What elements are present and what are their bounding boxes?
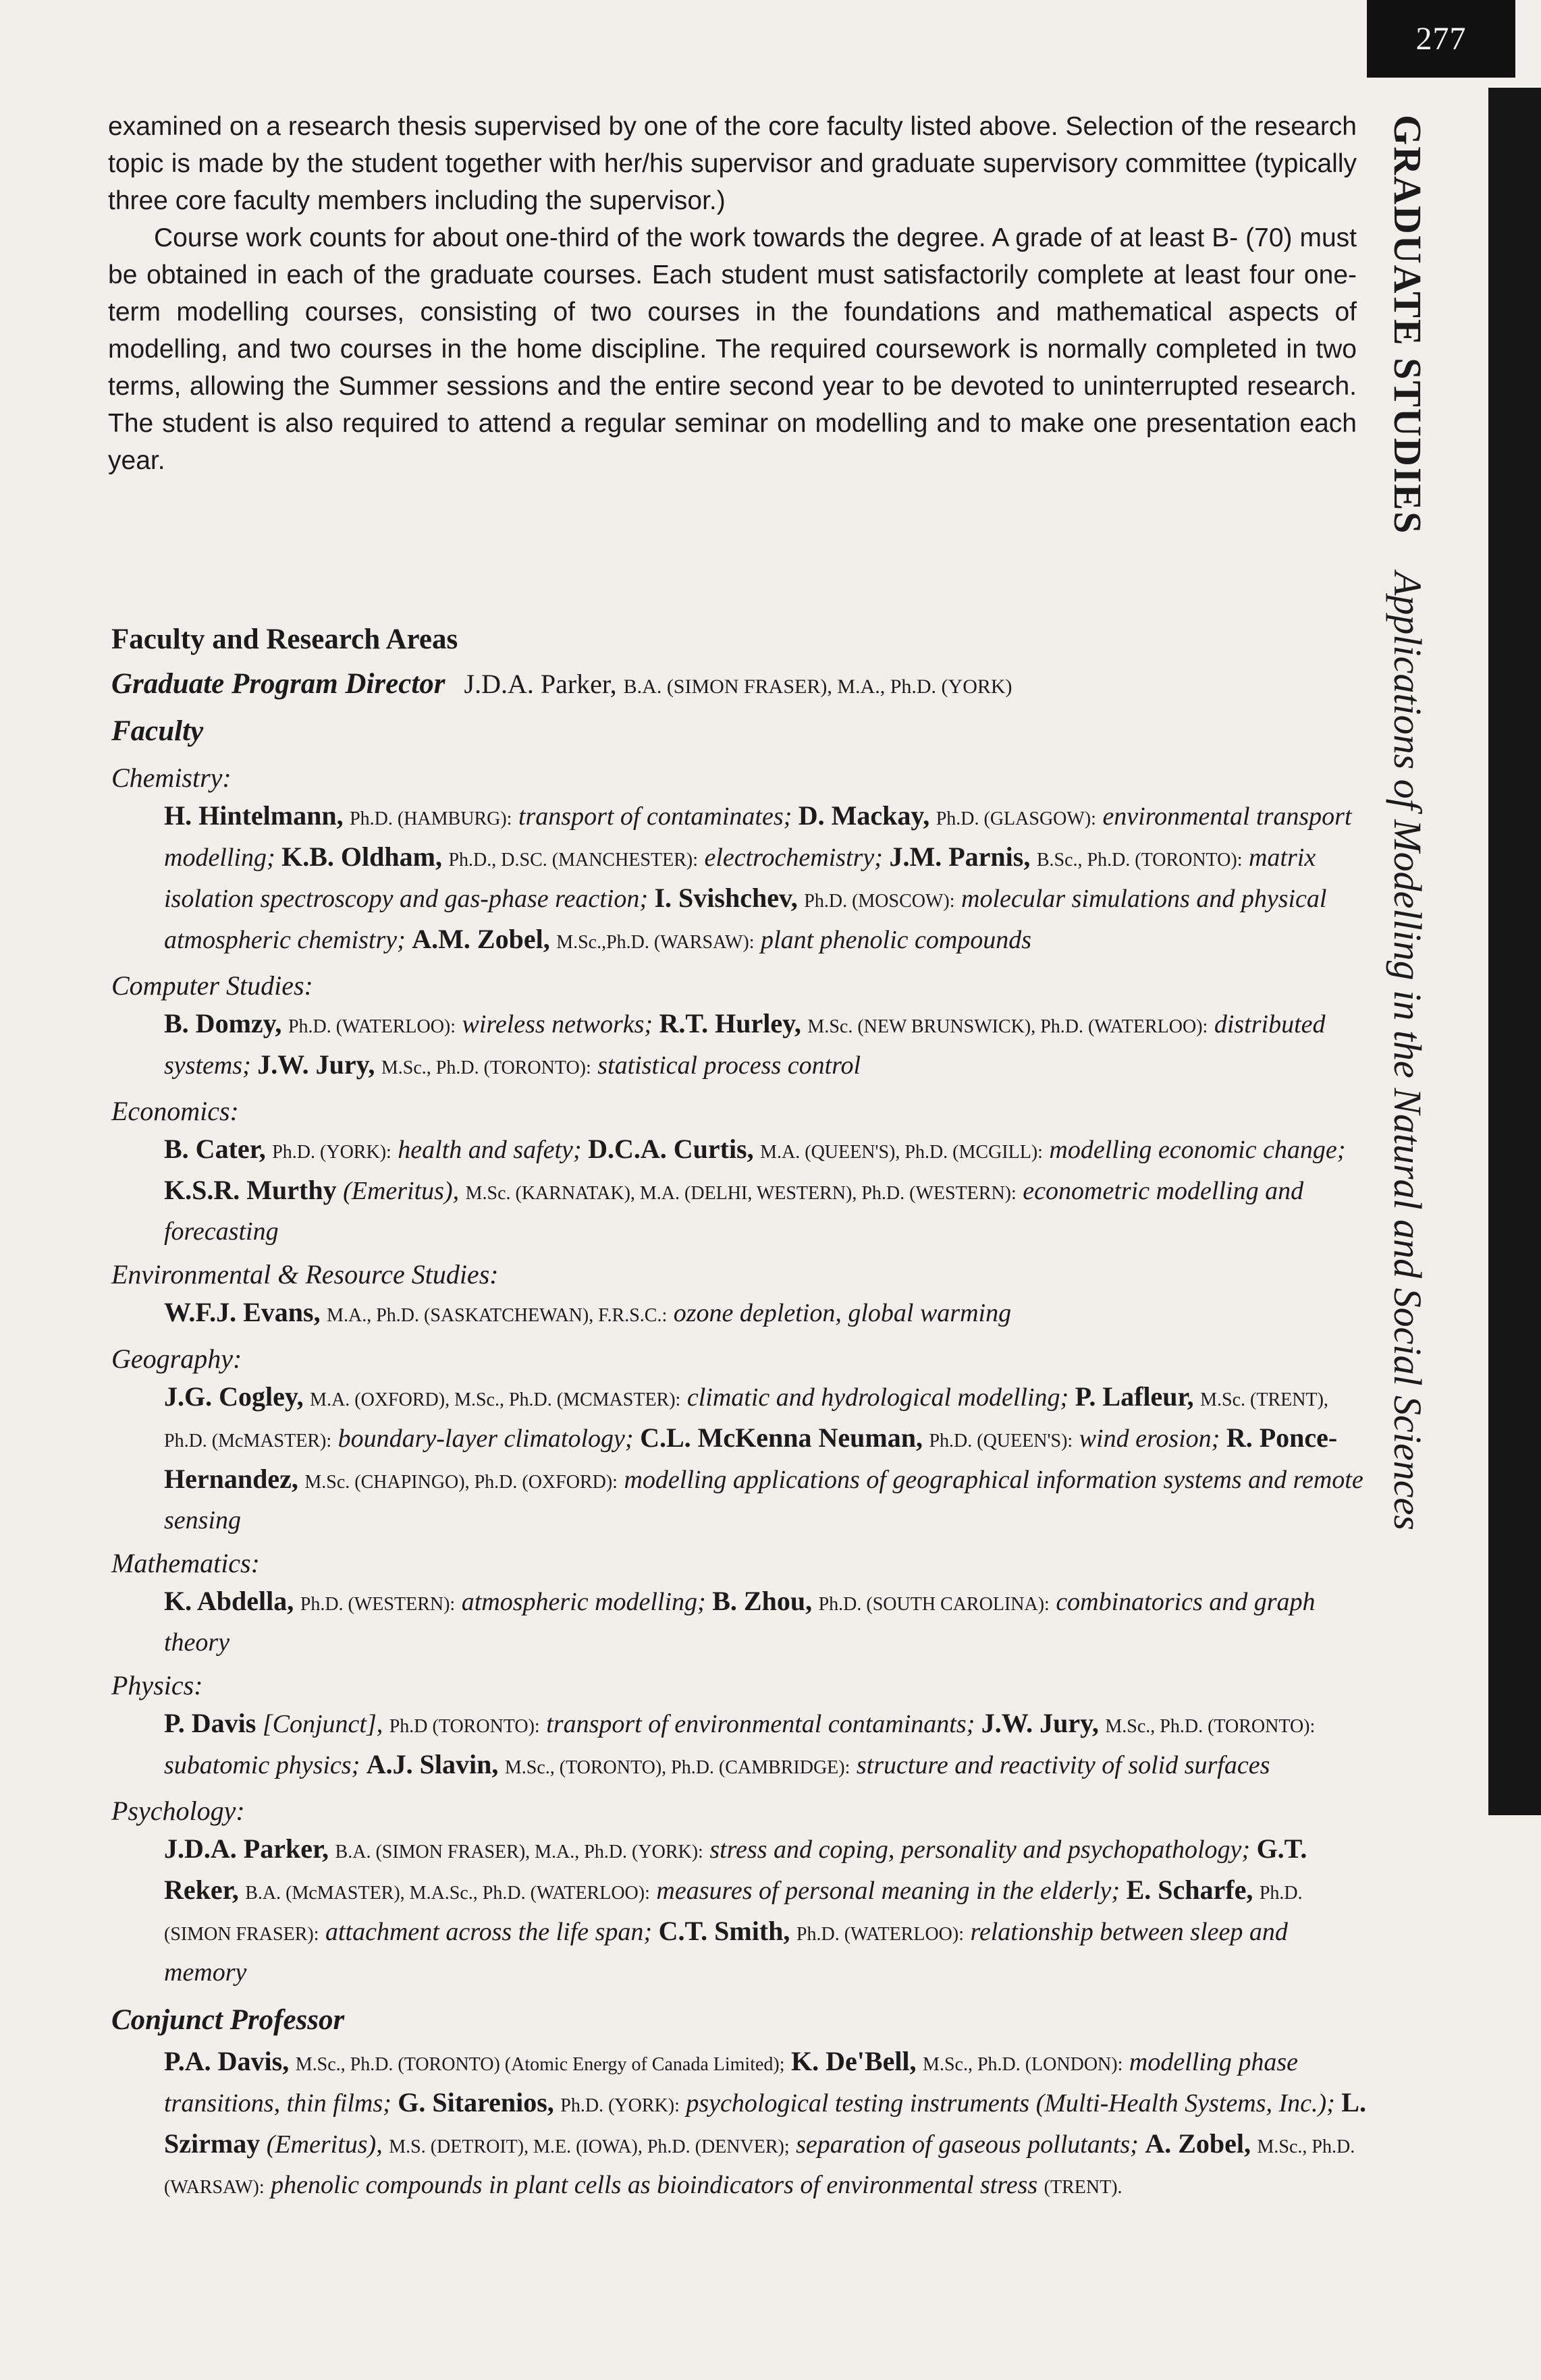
research-area: transport of environmental contaminants; xyxy=(546,1710,975,1738)
faculty-entry xyxy=(588,1136,1345,1164)
department-entries xyxy=(111,1705,1367,1787)
director-label: Graduate Program Director xyxy=(111,668,445,700)
faculty-name: H. Hintelmann, xyxy=(164,800,344,831)
intro-paragraph-1: examined on a research thesis supervised by one of the core faculty listed above. Selection of the research topic is made by the student together with her/his supervisor and graduate supervisory committee (typically three core faculty members including the supervisor.) xyxy=(108,112,1357,215)
intro-paragraph-2: Course work counts for about one-third of the work towards the degree. A grade of at least B- (70) must be obtained in each of the graduate courses. Each student must satisfactorily complete at least four one-term modelling courses, consisting of two courses in the foundations and mathematical aspects of modelling, and two courses in the home discipline. The required coursework is normally completed in two terms, allowing the Summer sessions and the entire second year to be devoted to uninterrupted research. The student is also required to attend a regular seminar on modelling and to make one presentation each year. xyxy=(108,223,1357,475)
faculty-credentials: Ph.D. (WATERLOO): xyxy=(796,1924,964,1945)
department-name: Computer Studies: xyxy=(111,970,313,1001)
department-block xyxy=(111,1340,1367,1539)
faculty-credentials: M.Sc. (KARNATAK), M.A. (DELHI, WESTERN), Ph.D. (WESTERN): xyxy=(465,1183,1017,1204)
faculty-name: J.G. Cogley, xyxy=(164,1381,304,1412)
faculty-credentials: M.A. (OXFORD), M.Sc., Ph.D. (MCMASTER): xyxy=(310,1389,681,1410)
research-area: modelling applications of geographical information systems and remote sensing xyxy=(164,1466,1363,1534)
research-area: wind erosion; xyxy=(1079,1424,1220,1453)
running-head-program: Applications of Modelling in the Natural and Social Sciences xyxy=(1386,571,1430,1530)
department-entries xyxy=(111,1130,1367,1250)
faculty-entry xyxy=(164,1383,1069,1412)
faculty-credentials: M.Sc. (NEW BRUNSWICK), Ph.D. (WATERLOO): xyxy=(807,1016,1208,1037)
director-credentials: B.A. (SIMON FRASER), M.A., Ph.D. (YORK) xyxy=(623,675,1012,698)
section-sidebar-bar xyxy=(1488,88,1541,1815)
research-area: measures of personal meaning in the elderly; xyxy=(656,1877,1120,1905)
department-block xyxy=(111,1545,1367,1661)
faculty-name: R. Ponce-Hernandez, xyxy=(164,1422,1338,1494)
department-name: Mathematics: xyxy=(111,1548,260,1578)
faculty-credentials: Ph.D (TORONTO): xyxy=(389,1716,540,1737)
department-entries xyxy=(111,797,1367,962)
faculty-credentials: Ph.D. (YORK): xyxy=(272,1142,391,1163)
faculty-heading: Faculty xyxy=(111,715,204,747)
department-entries xyxy=(111,1005,1367,1087)
faculty-status: [Conjunct], xyxy=(262,1710,383,1738)
faculty-credentials: Ph.D. (SOUTH CAROLINA): xyxy=(818,1594,1050,1615)
faculty-status: (Emeritus), xyxy=(266,2130,383,2159)
faculty-name: J.M. Parnis, xyxy=(889,841,1031,872)
program-director xyxy=(111,662,1367,709)
faculty-entry xyxy=(412,926,1031,954)
department-entries xyxy=(111,1378,1367,1539)
faculty-name: K.B. Oldham, xyxy=(281,841,442,872)
faculty-credentials: M.Sc. (TRENT), Ph.D. (McMASTER): xyxy=(164,1389,1328,1451)
faculty-credentials: M.A., Ph.D. (SASKATCHEWAN), F.R.S.C.: xyxy=(327,1305,668,1326)
faculty-name: A.M. Zobel, xyxy=(412,924,550,954)
research-area: electrochemistry; xyxy=(704,843,883,872)
faculty-research-heading: Faculty and Research Areas xyxy=(111,624,458,655)
faculty-entry xyxy=(164,1588,706,1616)
research-area: ozone depletion, global warming xyxy=(673,1299,1012,1327)
faculty-credentials: M.S. (DETROIT), M.E. (IOWA), Ph.D. (DENVER); xyxy=(389,2136,790,2157)
faculty-credentials: M.Sc., Ph.D. (WARSAW): xyxy=(164,2136,1355,2198)
faculty-name: B. Cater, xyxy=(164,1134,266,1164)
faculty-entry xyxy=(164,1710,975,1738)
faculty-credentials: B.A. (McMASTER), M.A.Sc., Ph.D. (WATERLOO): xyxy=(245,1883,650,1904)
department-block xyxy=(111,1667,1367,1787)
faculty-credentials: Ph.D. (HAMBURG): xyxy=(350,808,512,829)
faculty-name: D. Mackay, xyxy=(798,800,930,831)
department-entries xyxy=(111,1830,1367,1991)
faculty-credentials: M.A. (QUEEN'S), Ph.D. (MCGILL): xyxy=(760,1142,1043,1163)
department-entries xyxy=(111,1294,1367,1335)
department-block xyxy=(111,967,1367,1087)
department-list xyxy=(111,759,1367,1991)
department-block xyxy=(111,759,1367,962)
faculty-credentials: M.Sc., Ph.D. (TORONTO) (Atomic Energy of Canada Limited); xyxy=(295,2054,785,2075)
faculty-name: J.W. Jury, xyxy=(981,1708,1099,1738)
faculty-entry xyxy=(164,1010,653,1039)
page-number xyxy=(1367,0,1515,78)
faculty-name: K. De'Bell, xyxy=(791,2046,917,2076)
department-entries xyxy=(111,1582,1367,1661)
running-head xyxy=(1385,115,1430,1530)
running-head-section: GRADUATE STUDIES xyxy=(1386,115,1430,535)
conjunct-heading: Conjunct Professor xyxy=(111,2004,345,2036)
research-area: health and safety; xyxy=(398,1136,582,1164)
faculty-credentials: M.Sc., Ph.D. (LONDON): xyxy=(923,2054,1123,2075)
conjunct-list xyxy=(111,2043,1367,2207)
faculty-credentials: Ph.D. (MOSCOW): xyxy=(804,891,955,912)
faculty-credentials: M.Sc., (TORONTO), Ph.D. (CAMBRIDGE): xyxy=(504,1757,850,1778)
faculty-status: (Emeritus), xyxy=(343,1177,460,1205)
research-area: transport of contaminates; xyxy=(518,802,792,831)
research-area: stress and coping, personality and psychopathology; xyxy=(709,1835,1251,1864)
faculty-credentials: Ph.D. (YORK): xyxy=(560,2095,680,2116)
faculty-entry xyxy=(164,1299,1011,1327)
faculty-entry xyxy=(164,1177,1303,1246)
faculty-name: A.J. Slavin, xyxy=(366,1749,499,1779)
faculty-name: R.T. Hurley, xyxy=(659,1008,801,1039)
intro-text xyxy=(108,108,1357,479)
faculty-credentials: Ph.D. (WESTERN): xyxy=(300,1594,456,1615)
department-block xyxy=(111,1092,1367,1250)
research-area: atmospheric modelling; xyxy=(461,1588,706,1616)
faculty-name: C.L. McKenna Neuman, xyxy=(640,1422,923,1453)
faculty-credentials: Ph.D. (SIMON FRASER): xyxy=(164,1883,1303,1945)
research-area: climatic and hydrological modelling; xyxy=(686,1383,1069,1412)
research-area: wireless networks; xyxy=(462,1010,653,1039)
faculty-name: B. Zhou, xyxy=(712,1586,813,1616)
faculty-name: G.T. Reker, xyxy=(164,1833,1307,1905)
faculty-credentials: M.Sc., Ph.D. (TORONTO): xyxy=(381,1057,591,1078)
research-area: phenolic compounds in plant cells as bioindicators of environmental stress xyxy=(271,2171,1038,2199)
faculty-entry xyxy=(164,802,792,831)
research-area: combinatorics and graph theory xyxy=(164,1588,1316,1657)
faculty-entry xyxy=(281,843,883,872)
faculty-credentials: B.Sc., Ph.D. (TORONTO): xyxy=(1036,850,1243,870)
faculty-name: K.S.R. Murthy xyxy=(164,1175,337,1205)
faculty-entry xyxy=(367,1751,1270,1779)
department-block xyxy=(111,1256,1367,1335)
faculty-name: E. Scharfe, xyxy=(1126,1875,1253,1905)
faculty-credentials: B.A. (SIMON FRASER), M.A., Ph.D. (YORK): xyxy=(335,1842,703,1862)
department-name: Geography: xyxy=(111,1344,242,1374)
faculty-credentials: Ph.D. (WATERLOO): xyxy=(288,1016,456,1037)
faculty-name: A. Zobel, xyxy=(1145,2128,1251,2159)
research-area: molecular simulations and physical atmospheric chemistry; xyxy=(164,885,1327,954)
faculty-affiliation: (TRENT). xyxy=(1044,2177,1123,2198)
faculty-credentials: Ph.D. (QUEEN'S): xyxy=(929,1431,1073,1451)
research-area: statistical process control xyxy=(597,1051,861,1080)
faculty-entry xyxy=(164,1136,582,1164)
research-area: distributed systems; xyxy=(164,1010,1326,1080)
page-number-text: 277 xyxy=(1415,21,1467,57)
faculty-name: C.T. Smith, xyxy=(658,1916,790,1946)
faculty-entry xyxy=(398,2089,1335,2118)
research-area: modelling economic change; xyxy=(1049,1136,1346,1164)
faculty-name: D.C.A. Curtis, xyxy=(588,1134,754,1164)
department-name: Chemistry: xyxy=(111,763,232,793)
faculty-name: K. Abdella, xyxy=(164,1586,294,1616)
department-name: Psychology: xyxy=(111,1796,245,1826)
department-name: Economics: xyxy=(111,1096,239,1126)
faculty-credentials: Ph.D. (GLASGOW): xyxy=(936,808,1096,829)
research-area: attachment across the life span; xyxy=(325,1918,653,1946)
faculty-name: P.A. Davis, xyxy=(164,2046,290,2076)
faculty-section xyxy=(111,617,1367,2207)
faculty-entry xyxy=(257,1051,861,1080)
faculty-entry xyxy=(640,1424,1220,1453)
department-name: Environmental & Resource Studies: xyxy=(111,1259,499,1290)
research-area: psychological testing instruments (Multi-Health Systems, Inc.); xyxy=(686,2089,1335,2118)
faculty-name: P. Lafleur, xyxy=(1075,1381,1194,1412)
research-area: econometric modelling and forecasting xyxy=(164,1177,1304,1246)
research-area: plant phenolic compounds xyxy=(761,926,1032,954)
faculty-entry xyxy=(164,1835,1250,1864)
research-area: subatomic physics; xyxy=(164,1751,360,1779)
faculty-name: W.F.J. Evans, xyxy=(164,1297,321,1327)
research-area: boundary-layer climatology; xyxy=(337,1424,634,1453)
director-name: J.D.A. Parker, xyxy=(464,669,617,699)
faculty-entry xyxy=(164,2048,785,2076)
research-area: matrix isolation spectroscopy and gas-phase reaction; xyxy=(164,843,1316,913)
faculty-name: J.D.A. Parker, xyxy=(164,1833,329,1864)
faculty-credentials: M.Sc., Ph.D. (TORONTO): xyxy=(1105,1716,1316,1737)
department-block xyxy=(111,1792,1367,1991)
research-area: relationship between sleep and memory xyxy=(164,1918,1288,1987)
research-area: environmental transport modelling; xyxy=(164,802,1352,872)
faculty-name: G. Sitarenios, xyxy=(398,2087,554,2118)
faculty-name: I. Svishchev, xyxy=(654,883,798,913)
research-area: modelling phase transitions, thin films; xyxy=(164,2048,1299,2118)
faculty-credentials: M.Sc.,Ph.D. (WARSAW): xyxy=(556,932,755,953)
faculty-name: P. Davis xyxy=(164,1708,256,1738)
faculty-name: L. Szirmay xyxy=(164,2087,1366,2159)
faculty-credentials: M.Sc. (CHAPINGO), Ph.D. (OXFORD): xyxy=(304,1472,618,1493)
research-area: structure and reactivity of solid surfaces xyxy=(856,1751,1270,1779)
faculty-credentials: Ph.D., D.SC. (MANCHESTER): xyxy=(448,850,698,870)
faculty-name: J.W. Jury, xyxy=(257,1049,375,1080)
department-name: Physics: xyxy=(111,1670,203,1700)
faculty-name: B. Domzy, xyxy=(164,1008,282,1039)
research-area: separation of gaseous pollutants; xyxy=(796,2130,1139,2159)
